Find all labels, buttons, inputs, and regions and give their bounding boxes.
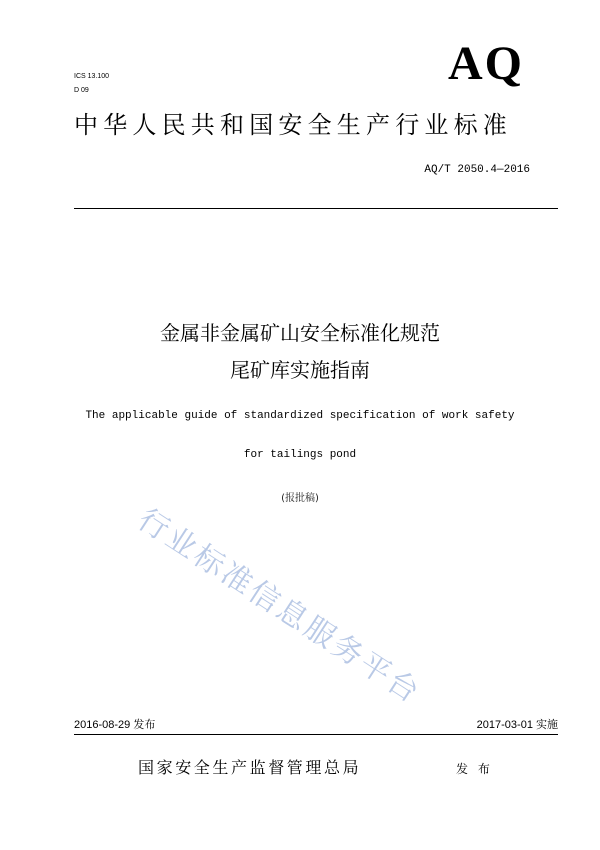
document-title-line2: 尾矿库实施指南 [230,358,370,382]
issuer-name: 国家安全生产监督管理总局 [138,758,362,777]
document-title-line1: 金属非金属矿山安全标准化规范 [160,321,440,345]
header-divider [74,208,558,209]
publish-date: 2016-08-29 发布 [74,719,156,731]
english-title-line1: The applicable guide of standardized specification of work safety [85,410,515,422]
watermark: 行业标准信息服务平台 [131,502,428,712]
draft-status: (报批稿) [281,493,319,504]
footer-divider [74,734,558,735]
aq-logo: AQ [448,37,524,90]
standard-title: 中华人民共和国安全生产行业标准 [74,111,512,139]
ccs-code: D 09 [74,87,89,94]
standard-number: AQ/T 2050.4—2016 [424,164,530,176]
issue-label: 发 布 [456,762,493,776]
ics-code: ICS 13.100 [74,73,110,80]
implement-date: 2017-03-01 实施 [476,719,558,731]
english-title-line2: for tailings pond [243,449,357,461]
